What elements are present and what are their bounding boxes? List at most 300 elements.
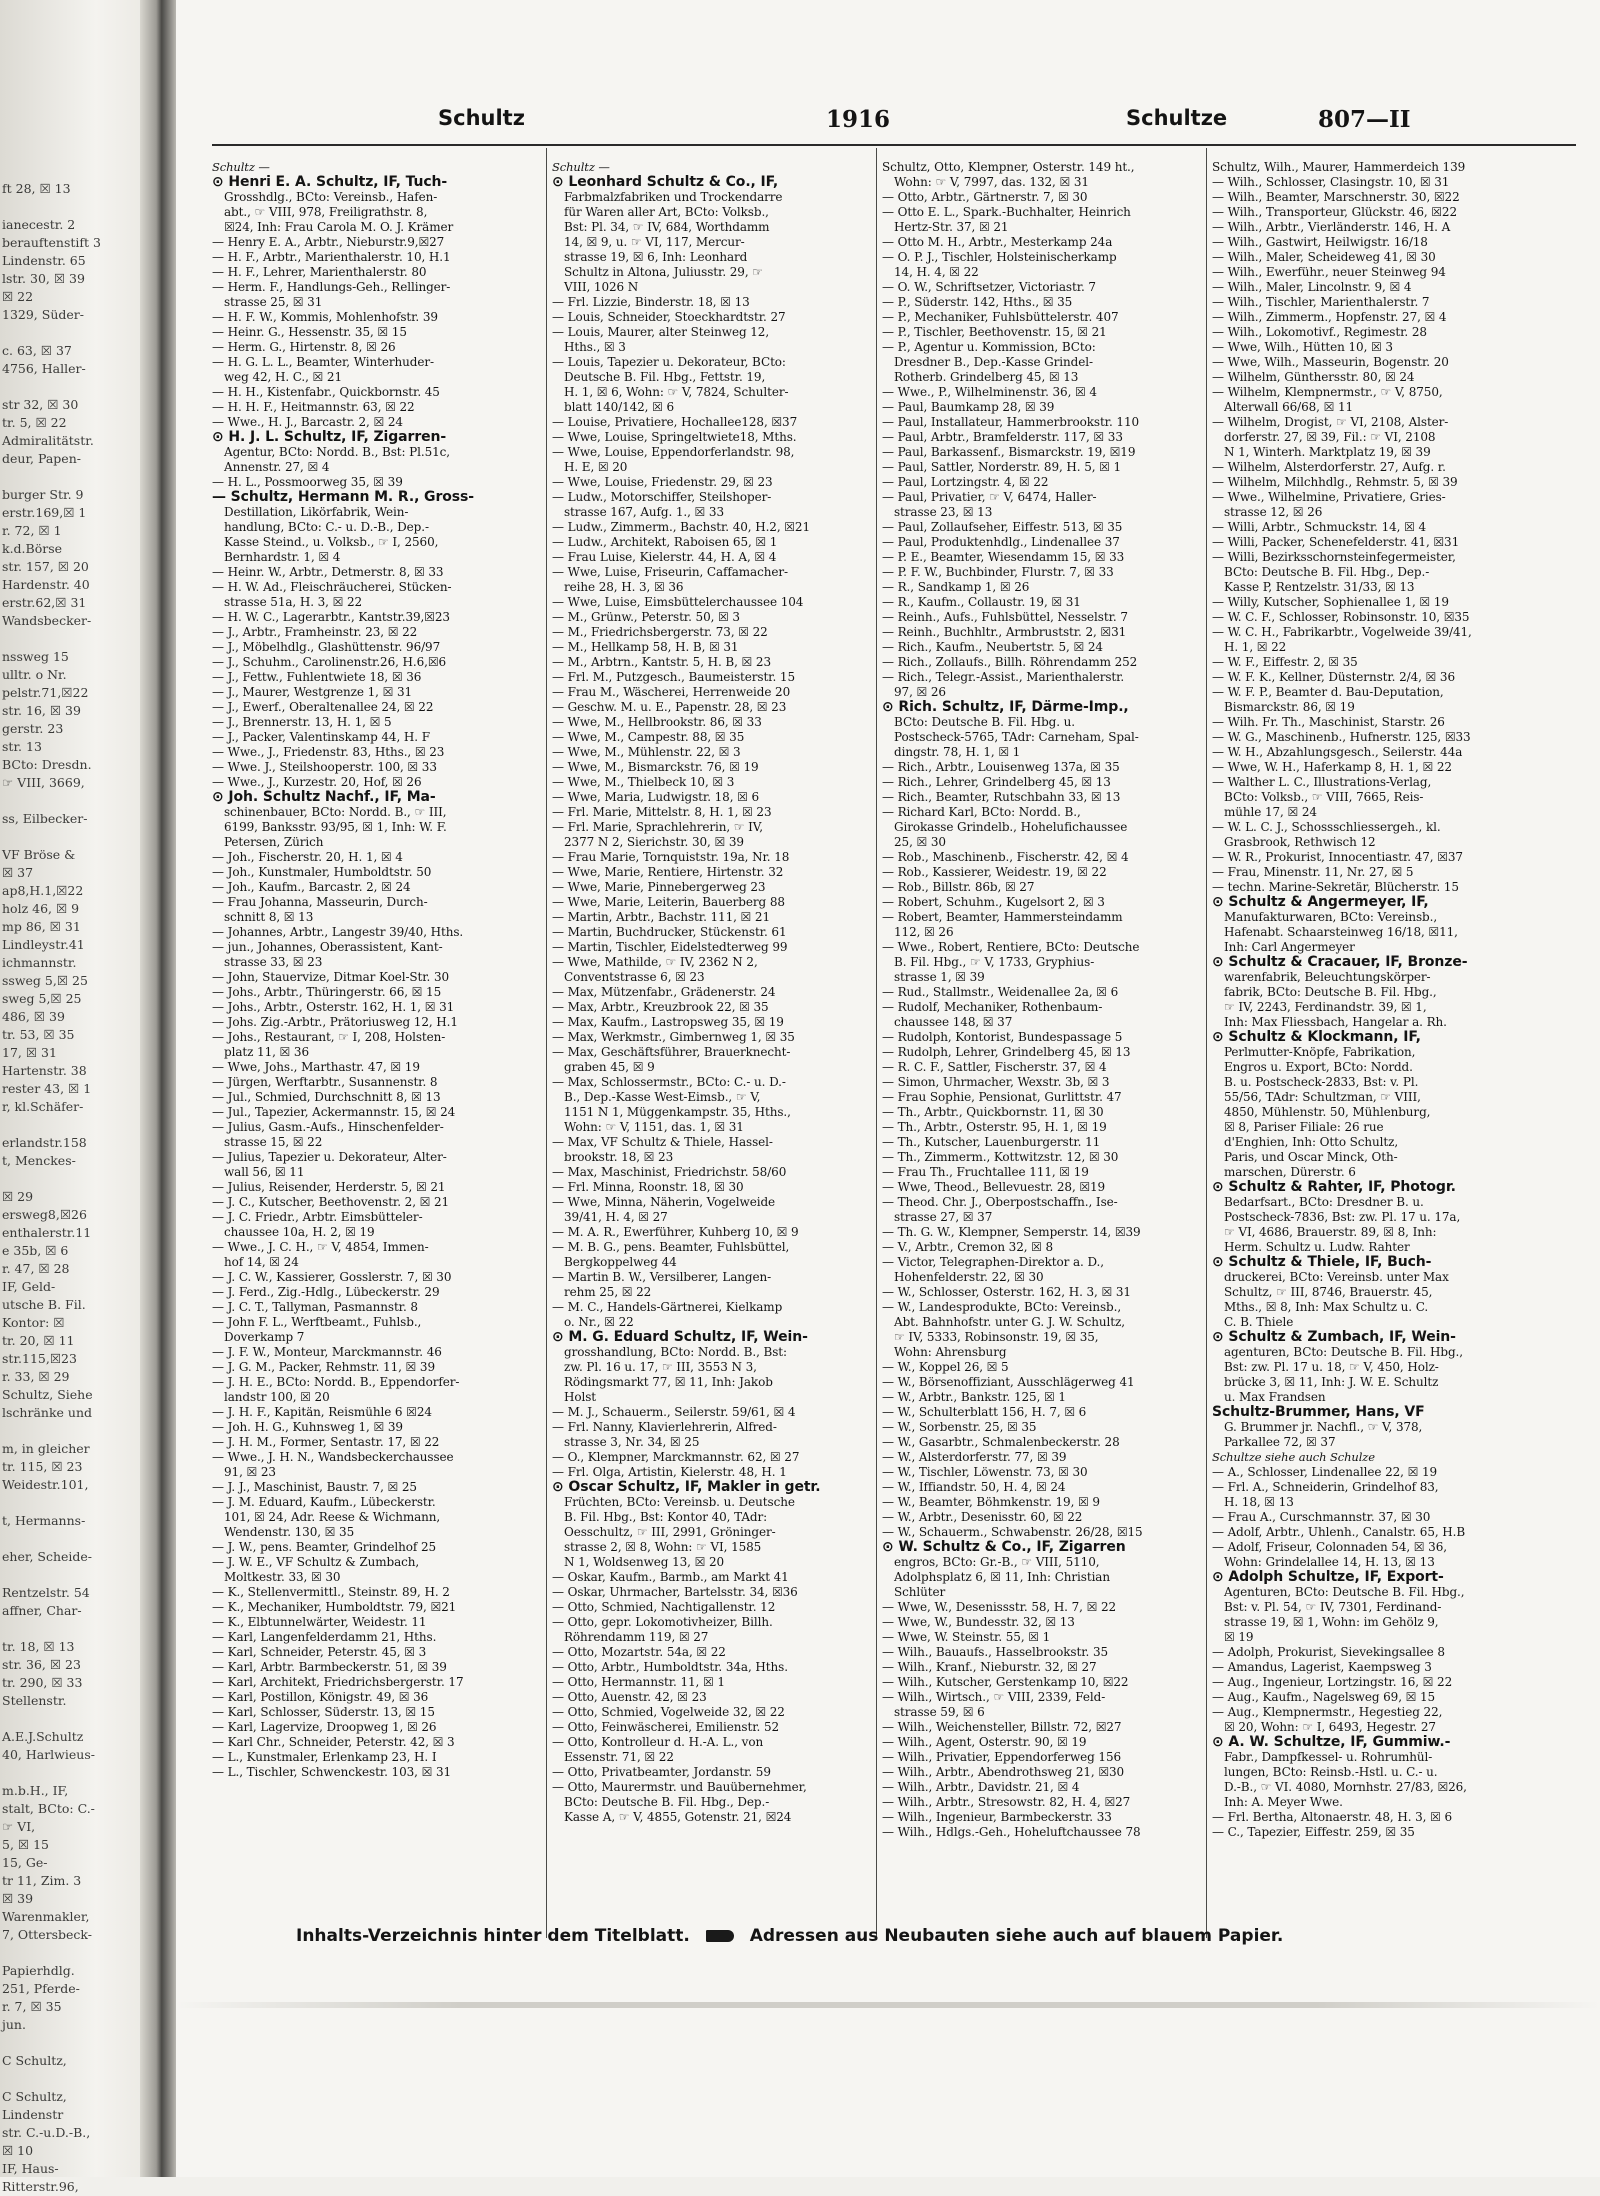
directory-entry: BCto: Volksb., ☞ VIII, 7665, Reis- [1224, 790, 1424, 804]
firm-entry: Schultz-Brummer, Hans, VF [1212, 1404, 1425, 1420]
directory-entry: — Wwe, W. H., Haferkamp 8, H. 1, ☒ 22 [1212, 760, 1452, 774]
directory-entry: Wohn: ☞ V, 7997, das. 132, ☒ 31 [894, 175, 1089, 189]
book-gutter [140, 0, 176, 2177]
directory-entry: — Wilh., Maler, Lincolnstr. 9, ☒ 4 [1212, 280, 1412, 294]
directory-entry: Kasse A, ☞ V, 4855, Gotenstr. 21, ☒24 [564, 1810, 792, 1824]
directory-entry: B., Dep.-Kasse West-Eimsb., ☞ V, [564, 1090, 761, 1104]
directory-entry: Perlmutter-Knöpfe, Fabrikation, [1224, 1045, 1416, 1059]
firm-entry: ⊙ W. Schultz & Co., IF, Zigarren [882, 1539, 1126, 1555]
previous-page-fragment: tr. 290, ☒ 33 [2, 1675, 83, 1690]
directory-entry: strasse 1, ☒ 39 [894, 970, 985, 984]
directory-entry: — Ludw., Zimmerm., Bachstr. 40, H.2, ☒21 [552, 520, 810, 534]
directory-entry: — J. H. M., Former, Sentastr. 17, ☒ 22 [212, 1435, 440, 1449]
directory-entry: — Wilh., Schlosser, Clasingstr. 10, ☒ 31 [1212, 175, 1450, 189]
firm-entry: ⊙ Schultz & Rahter, IF, Photogr. [1212, 1179, 1456, 1195]
directory-entry: — J. W., pens. Beamter, Grindelhof 25 [212, 1540, 437, 1554]
directory-entry: — R., Kaufm., Collaustr. 19, ☒ 31 [882, 595, 1081, 609]
directory-entry: — Jul., Schmied, Durchschnitt 8, ☒ 13 [212, 1090, 441, 1104]
directory-entry: Inh: A. Meyer Wwe. [1224, 1795, 1343, 1809]
directory-entry: — Wwe, Theod., Bellevuestr. 28, ☒19 [882, 1180, 1106, 1194]
directory-entry: strasse 25, ☒ 31 [224, 295, 323, 309]
directory-entry: — Joh., Kunstmaler, Humboldtstr. 50 [212, 865, 432, 879]
previous-page-fragment: enthalerstr.11 [2, 1225, 92, 1240]
directory-entry: — M., Grünw., Peterstr. 50, ☒ 3 [552, 610, 740, 624]
directory-entry: Engros u. Export, BCto: Nordd. [1224, 1060, 1413, 1074]
previous-page-fragment: t, Menckes- [2, 1153, 76, 1168]
firm-entry: ⊙ Leonhard Schultz & Co., IF, [552, 174, 779, 190]
directory-entry: — Max, VF Schultz & Thiele, Hassel- [552, 1135, 773, 1149]
directory-entry: — Rudolf, Mechaniker, Rothenbaum- [882, 1000, 1103, 1014]
directory-entry: — Martin, Buchdrucker, Stückenstr. 61 [552, 925, 787, 939]
directory-entry: — W., Iffiandstr. 50, H. 4, ☒ 24 [882, 1480, 1066, 1494]
previous-page-fragment: ☞ VIII, 3669, [2, 775, 85, 790]
directory-entry: — Rud., Stallmstr., Weidenallee 2a, ☒ 6 [882, 985, 1119, 999]
directory-entry: — Heinr. G., Hessenstr. 35, ☒ 15 [212, 325, 407, 339]
directory-entry: Herm. Schultz u. Ludw. Rahter [1224, 1240, 1410, 1254]
directory-entry: — Wwe, Minna, Näherin, Vogelweide [552, 1195, 776, 1209]
directory-entry: — P., Mechaniker, Fuhlsbüttelerstr. 407 [882, 310, 1119, 324]
directory-entry: strasse 19, ☒ 6, Inh: Leonhard [564, 250, 748, 264]
directory-entry: mühle 17, ☒ 24 [1224, 805, 1317, 819]
directory-entry: — W. L. C. J., Schossschliessergeh., kl. [1212, 820, 1441, 834]
previous-page-fragment: ersweg8,☒26 [2, 1207, 87, 1222]
directory-entry: — Wwe, M., Campestr. 88, ☒ 35 [552, 730, 745, 744]
directory-entry: Schultze siehe auch Schulze [1212, 1450, 1375, 1464]
directory-entry: — Johs., Arbtr., Osterstr. 162, H. 1, ☒ 31 [212, 1000, 455, 1014]
directory-entry: — Wwe, W., Bundesstr. 32, ☒ 13 [882, 1615, 1075, 1629]
directory-entry: — Wwe, Johs., Marthastr. 47, ☒ 19 [212, 1060, 420, 1074]
previous-page-fragment: stalt, BCto: C.- [2, 1801, 95, 1816]
directory-entry: — Rob., Maschinenb., Fischerstr. 42, ☒ 4 [882, 850, 1129, 864]
directory-entry: — Wwe, Wilh., Masseurin, Bogenstr. 20 [1212, 355, 1449, 369]
directory-column-1 [212, 160, 540, 1910]
directory-entry: — M. B. G., pens. Beamter, Fuhlsbüttel, [552, 1240, 790, 1254]
directory-entry: — Louis, Maurer, alter Steinweg 12, [552, 325, 770, 339]
directory-entry: — J. G. M., Packer, Rehmstr. 11, ☒ 39 [212, 1360, 435, 1374]
directory-entry: — Frau, Minenstr. 11, Nr. 27, ☒ 5 [1212, 865, 1414, 879]
directory-entry: Schultz, ☞ III, 8746, Brauerstr. 45, [1224, 1285, 1433, 1299]
previous-page-fragment: t, Hermanns- [2, 1513, 86, 1528]
directory-entry: — Wwe., Robert, Rentiere, BCto: Deutsche [882, 940, 1140, 954]
directory-entry: — J., Brennerstr. 13, H. 1, ☒ 5 [212, 715, 392, 729]
directory-entry: hof 14, ☒ 24 [224, 1255, 299, 1269]
directory-entry: H. 1, ☒ 6, Wohn: ☞ V, 7824, Schulter- [564, 385, 789, 399]
directory-entry: landstr 100, ☒ 20 [224, 1390, 330, 1404]
directory-entry: — R., Sandkamp 1, ☒ 26 [882, 580, 1030, 594]
directory-entry: 6199, Banksstr. 93/95, ☒ 1, Inh: W. F. [224, 820, 447, 834]
directory-entry: — Robert, Schuhm., Kugelsort 2, ☒ 3 [882, 895, 1105, 909]
directory-entry: — P., Agentur u. Kommission, BCto: [882, 340, 1096, 354]
previous-page-fragment: Warenmakler, [2, 1909, 90, 1924]
directory-entry: — Rich., Zollaufs., Billh. Röhrendamm 252 [882, 655, 1138, 669]
directory-entry: — Jul., Tapezier, Ackermannstr. 15, ☒ 24 [212, 1105, 456, 1119]
directory-entry: Wohn: Grindelallee 14, H. 13, ☒ 13 [1224, 1555, 1435, 1569]
directory-entry: — Wwe, Marie, Leiterin, Bauerberg 88 [552, 895, 785, 909]
directory-entry: — Heinr. W., Arbtr., Detmerstr. 8, ☒ 33 [212, 565, 444, 579]
directory-entry: — K., Elbtunnelwärter, Weidestr. 11 [212, 1615, 427, 1629]
directory-entry: Schultz, Wilh., Maurer, Hammerdeich 139 [1212, 160, 1466, 174]
directory-entry: — Karl, Lagervize, Droopweg 1, ☒ 26 [212, 1720, 437, 1734]
directory-entry: Wohn: ☞ V, 1151, das. 1, ☒ 31 [564, 1120, 744, 1134]
directory-entry: — H. L., Possmoorweg 35, ☒ 39 [212, 475, 403, 489]
directory-entry: N 1, Winterh. Marktplatz 19, ☒ 39 [1224, 445, 1431, 459]
directory-entry: strasse 27, ☒ 37 [894, 1210, 993, 1224]
directory-entry: — Wwe, Louise, Springeltwiete18, Mths. [552, 430, 797, 444]
previous-page-fragment: VF Bröse & [2, 847, 76, 862]
directory-entry: — Paul, Arbtr., Bramfelderstr. 117, ☒ 33 [882, 430, 1123, 444]
directory-entry: — Reinh., Aufs., Fuhlsbüttel, Nesselstr. 7 [882, 610, 1128, 624]
directory-entry: — Martin, Arbtr., Bachstr. 111, ☒ 21 [552, 910, 771, 924]
previous-page-fragment: str. C.-u.D.-B., [2, 2125, 91, 2140]
directory-entry: — Paul, Lortzingstr. 4, ☒ 22 [882, 475, 1049, 489]
directory-entry: Destillation, Likörfabrik, Wein- [224, 505, 409, 519]
directory-entry: — Max, Kaufm., Lastropsweg 35, ☒ 19 [552, 1015, 784, 1029]
firm-entry: ⊙ Oscar Schultz, IF, Makler in getr. [552, 1479, 821, 1495]
directory-entry: — Th., Kutscher, Lauenburgerstr. 11 [882, 1135, 1101, 1149]
directory-entry: C. B. Thiele [1224, 1315, 1294, 1329]
directory-entry: — Wilh., Tischler, Marienthalerstr. 7 [1212, 295, 1430, 309]
directory-entry: reihe 28, H. 3, ☒ 36 [564, 580, 684, 594]
directory-entry: — J., Fettw., Fuhlentwiete 18, ☒ 36 [212, 670, 422, 684]
previous-page-fragment: 7, Ottersbeck- [2, 1927, 92, 1942]
directory-entry: Inh: Carl Angermeyer [1224, 940, 1355, 954]
directory-entry: chaussee 10a, H. 2, ☒ 19 [224, 1225, 375, 1239]
directory-entry: — J., Arbtr., Framheinstr. 23, ☒ 22 [212, 625, 418, 639]
previous-page-fragment: Ritterstr.96, [2, 2179, 79, 2194]
previous-page-fragment: tr. 5, ☒ 22 [2, 415, 67, 430]
firm-entry: — Schultz, Hermann M. R., Gross- [212, 489, 474, 505]
directory-entry: zw. Pl. 16 u. 17, ☞ III, 3553 N 3, [564, 1360, 757, 1374]
previous-page-fragment: lschränke und [2, 1405, 92, 1420]
previous-page-fragment: ss, Eilbecker- [2, 811, 88, 826]
directory-entry: Mths., ☒ 8, Inh: Max Schultz u. C. [1224, 1300, 1429, 1314]
previous-page-fragment: pelstr.71,☒22 [2, 685, 89, 700]
firm-entry: ⊙ Schultz & Angermeyer, IF, [1212, 894, 1429, 910]
directory-entry: — jun., Johannes, Oberassistent, Kant- [212, 940, 443, 954]
previous-page-fragment: rester 43, ☒ 1 [2, 1081, 92, 1096]
directory-entry: Essenstr. 71, ☒ 22 [564, 1750, 674, 1764]
directory-entry: — Wilh., Kutscher, Gerstenkamp 10, ☒22 [882, 1675, 1129, 1689]
directory-entry: — Wilh., Zimmerm., Hopfenstr. 27, ☒ 4 [1212, 310, 1447, 324]
previous-page-fragment: IF, Haus- [2, 2161, 59, 2176]
directory-entry: Girokasse Grindelb., Hohelufichaussee [894, 820, 1128, 834]
directory-entry: Manufakturwaren, BCto: Vereinsb., [1224, 910, 1438, 924]
directory-entry: — J. C. Friedr., Arbtr. Eimsbütteler- [212, 1210, 423, 1224]
directory-entry: 55/56, TAdr: Schultzman, ☞ VIII, [1224, 1090, 1421, 1104]
directory-entry: — Frau A., Curschmannstr. 37, ☒ 30 [1212, 1510, 1431, 1524]
directory-entry: Schultz — [552, 160, 610, 174]
previous-page-fragment: A.E.J.Schultz [2, 1729, 84, 1744]
directory-entry: Schultz in Altona, Juliusstr. 29, ☞ [564, 265, 763, 279]
directory-entry: — Johs. Zig.-Arbtr., Prätoriusweg 12, H.1 [212, 1015, 458, 1029]
directory-entry: ☒ 20, Wohn: ☞ I, 6493, Hegestr. 27 [1224, 1720, 1436, 1734]
directory-entry: — Frau Marie, Tornquiststr. 19a, Nr. 18 [552, 850, 790, 864]
directory-entry: — J. C., Kutscher, Beethovenstr. 2, ☒ 21 [212, 1195, 450, 1209]
directory-entry: — Louis, Tapezier u. Dekorateur, BCto: [552, 355, 786, 369]
directory-entry: — L., Kunstmaler, Erlenkamp 23, H. I [212, 1750, 437, 1764]
directory-entry: — Otto, Mozartstr. 54a, ☒ 22 [552, 1645, 726, 1659]
directory-entry: — J., Packer, Valentinskamp 44, H. F [212, 730, 430, 744]
directory-entry: 4850, Mühlenstr. 50, Mühlenburg, [1224, 1105, 1431, 1119]
directory-entry: — Victor, Telegraphen-Direktor a. D., [882, 1255, 1104, 1269]
directory-entry: — Karl, Arbtr. Barmbeckerstr. 51, ☒ 39 [212, 1660, 447, 1674]
previous-page-fragment: ft 28, ☒ 13 [2, 181, 71, 196]
directory-entry: Wendenstr. 130, ☒ 35 [224, 1525, 355, 1539]
directory-entry: — Theod. Chr. J., Oberpostschaffn., Ise- [882, 1195, 1118, 1209]
directory-entry: — Geschw. M. u. E., Papenstr. 28, ☒ 23 [552, 700, 787, 714]
directory-entry: strasse 23, ☒ 13 [894, 505, 993, 519]
directory-entry: o. Nr., ☒ 22 [564, 1315, 634, 1329]
directory-entry: — W., Sorbenstr. 25, ☒ 35 [882, 1420, 1037, 1434]
directory-entry: — W., Schauerm., Schwabenstr. 26/28, ☒15 [882, 1525, 1143, 1539]
directory-entry: — W., Arbtr., Bankstr. 125, ☒ 1 [882, 1390, 1066, 1404]
directory-entry: — M., Arbtrn., Kantstr. 5, H. B, ☒ 23 [552, 655, 772, 669]
directory-entry: Deutsche B. Fil. Hbg., Fettstr. 19, [564, 370, 766, 384]
directory-entry: strasse 51a, H. 3, ☒ 22 [224, 595, 363, 609]
previous-page-fragment: str. 157, ☒ 20 [2, 559, 89, 574]
directory-entry: — Otto, Arbtr., Gärtnerstr. 7, ☒ 30 [882, 190, 1088, 204]
page-header [176, 100, 1600, 144]
firm-entry: ⊙ M. G. Eduard Schultz, IF, Wein- [552, 1329, 808, 1345]
directory-entry: — M. C., Handels-Gärtnerei, Kielkamp [552, 1300, 783, 1314]
directory-entry: — W., Landesprodukte, BCto: Vereinsb., [882, 1300, 1122, 1314]
previous-page-fragment: ☒ 37 [2, 865, 34, 880]
directory-entry: — Wilh., Kranf., Nieburstr. 32, ☒ 27 [882, 1660, 1097, 1674]
directory-entry: — M., Friedrichsbergerstr. 73, ☒ 22 [552, 625, 768, 639]
directory-entry: Bedarfsart., BCto: Dresdner B. u. [1224, 1195, 1424, 1209]
directory-entry: — Walther L. C., Illustrations-Verlag, [1212, 775, 1432, 789]
directory-entry: — Wilhelm, Alsterdorferstr. 27, Aufg. r. [1212, 460, 1446, 474]
directory-entry: Hohenfelderstr. 22, ☒ 30 [894, 1270, 1044, 1284]
previous-page-fragment: Admiralitätstr. [2, 433, 94, 448]
directory-column-3 [882, 160, 1210, 1910]
directory-entry: — Wilhelm, Drogist, ☞ VI, 2108, Alster- [1212, 415, 1449, 429]
firm-entry: ⊙ Schultz & Zumbach, IF, Wein- [1212, 1329, 1456, 1345]
previous-page-fragment: mp 86, ☒ 31 [2, 919, 81, 934]
previous-page-fragment: 486, ☒ 39 [2, 1009, 65, 1024]
directory-entry: — J., Schuhm., Carolinenstr.26, H.6,☒6 [212, 655, 447, 669]
directory-entry: — John F. L., Werftbeamt., Fuhlsb., [212, 1315, 422, 1329]
directory-entry: — Louise, Privatiere, Hochallee128, ☒37 [552, 415, 798, 429]
directory-entry: — Wilh., Lokomotivf., Regimestr. 28 [1212, 325, 1427, 339]
directory-entry: — Julius, Reisender, Herderstr. 5, ☒ 21 [212, 1180, 446, 1194]
directory-entry: — Max, Maschinist, Friedrichstr. 58/60 [552, 1165, 787, 1179]
directory-entry: Agentur, BCto: Nordd. B., Bst: Pl.51c, [224, 445, 451, 459]
directory-entry: — Karl, Schneider, Peterstr. 45, ☒ 3 [212, 1645, 427, 1659]
directory-entry: — Wilh., Ingenieur, Barmbeckerstr. 33 [882, 1810, 1112, 1824]
directory-entry: — Wwe., Wilhelmine, Privatiere, Gries- [1212, 490, 1446, 504]
directory-entry: — Frau Johanna, Masseurin, Durch- [212, 895, 428, 909]
directory-entry: — Frau Luise, Kielerstr. 44, H. A, ☒ 4 [552, 550, 777, 564]
previous-page-fragment: C Schultz, [2, 2053, 67, 2068]
directory-entry: Doverkamp 7 [224, 1330, 305, 1344]
directory-entry: — Otto, Schmied, Vogelweide 32, ☒ 22 [552, 1705, 785, 1719]
firm-entry: ⊙ Schultz & Cracauer, IF, Bronze- [1212, 954, 1468, 970]
directory-entry: strasse 33, ☒ 23 [224, 955, 323, 969]
directory-entry: — Wilh., Agent, Osterstr. 90, ☒ 19 [882, 1735, 1087, 1749]
previous-page-fragment: C Schultz, [2, 2089, 67, 2104]
directory-entry: — Louis, Schneider, Stoeckhardtstr. 27 [552, 310, 786, 324]
directory-entry: — Frl. Marie, Sprachlehrerin, ☞ IV, [552, 820, 763, 834]
directory-entry: H. 18, ☒ 13 [1224, 1495, 1294, 1509]
directory-entry: strasse 167, Aufg. 1., ☒ 33 [564, 505, 725, 519]
directory-entry: — Wilh., Wirtsch., ☞ VIII, 2339, Feld- [882, 1690, 1106, 1704]
directory-entry: — Oskar, Uhrmacher, Bartelsstr. 34, ☒36 [552, 1585, 798, 1599]
previous-page-fragment: sweg 5,☒ 25 [2, 991, 82, 1006]
directory-entry: — Wwe, Louise, Friedenstr. 29, ☒ 23 [552, 475, 773, 489]
directory-entry: 14, ☒ 9, u. ☞ VI, 117, Mercur- [564, 235, 745, 249]
previous-page-fragment: 15, Ge- [2, 1855, 48, 1870]
previous-page-fragment: m.b.H., IF, [2, 1783, 69, 1798]
directory-entry: — J. C. T., Tallyman, Pasmannstr. 8 [212, 1300, 418, 1314]
directory-entry: — Wwe., H. J., Barcastr. 2, ☒ 24 [212, 415, 403, 429]
directory-entry: platz 11, ☒ 36 [224, 1045, 309, 1059]
previous-page-fragment: tr. 53, ☒ 35 [2, 1027, 75, 1042]
directory-entry: — Reinh., Buchhltr., Armbruststr. 2, ☒31 [882, 625, 1127, 639]
directory-entry: — Otto, Kontrolleur d. H.-A. L., von [552, 1735, 764, 1749]
directory-entry: Schultz, Otto, Klempner, Osterstr. 149 ht., [882, 160, 1135, 174]
directory-entry: lungen, BCto: Reinsb.-Hstl. u. C.- u. [1224, 1765, 1438, 1779]
directory-entry: Dresdner B., Dep.-Kasse Grindel- [894, 355, 1093, 369]
directory-entry: 25, ☒ 30 [894, 835, 946, 849]
directory-entry: — J. J., Maschinist, Baustr. 7, ☒ 25 [212, 1480, 417, 1494]
directory-entry: Oesschultz, ☞ III, 2991, Gröninger- [564, 1525, 776, 1539]
directory-entry: Bismarckstr. 86, ☒ 19 [1224, 700, 1355, 714]
directory-entry: — Wwe, Luise, Friseurin, Caffamacher- [552, 565, 788, 579]
directory-entry: Grasbrook, Rethwisch 12 [1224, 835, 1376, 849]
directory-entry: — Karl, Langenfelderdamm 21, Hths. [212, 1630, 437, 1644]
directory-entry: — Karl Chr., Schneider, Peterstr. 42, ☒ 3 [212, 1735, 455, 1749]
directory-entry: wall 56, ☒ 11 [224, 1165, 305, 1179]
directory-entry: — Frl. Lizzie, Binderstr. 18, ☒ 13 [552, 295, 750, 309]
directory-entry: — M. J., Schauerm., Seilerstr. 59/61, ☒ 4 [552, 1405, 796, 1419]
directory-entry: Schlüter [894, 1585, 946, 1599]
directory-entry: Bernhardstr. 1, ☒ 4 [224, 550, 341, 564]
directory-entry: — P., Süderstr. 142, Hths., ☒ 35 [882, 295, 1073, 309]
directory-entry: — Karl, Schlosser, Süderstr. 13, ☒ 15 [212, 1705, 435, 1719]
previous-page-fragment: r, kl.Schäfer- [2, 1099, 84, 1114]
previous-page-fragment: 251, Pferde- [2, 1981, 80, 1996]
previous-page-fragment: ☒ 39 [2, 1891, 34, 1906]
directory-entry: — Otto, Schmied, Nachtigallenstr. 12 [552, 1600, 776, 1614]
directory-entry: — H. F., Arbtr., Marienthalerstr. 10, H.1 [212, 250, 451, 264]
directory-entry: Adolphsplatz 6, ☒ 11, Inh: Christian [894, 1570, 1110, 1584]
directory-entry: — Wilh., Hdlgs.-Geh., Hoheluftchaussee 78 [882, 1825, 1141, 1839]
directory-entry: — M. A. R., Ewerführer, Kuhberg 10, ☒ 9 [552, 1225, 799, 1239]
previous-page-edge [0, 0, 160, 2194]
directory-entry: G. Brummer jr. Nachfl., ☞ V, 378, [1224, 1420, 1423, 1434]
directory-entry: — Frl. M., Putzgesch., Baumeisterstr. 15 [552, 670, 795, 684]
directory-entry: — Paul, Privatier, ☞ V, 6474, Haller- [882, 490, 1097, 504]
previous-page-fragment: r. 72, ☒ 1 [2, 523, 62, 538]
directory-entry: — W. C. H., Fabrikarbtr., Vogelweide 39/41, [1212, 625, 1472, 639]
directory-entry: — Simon, Uhrmacher, Wexstr. 3b, ☒ 3 [882, 1075, 1110, 1089]
directory-entry: ☒ 19 [1224, 1630, 1254, 1644]
directory-entry: Schultz — [212, 160, 270, 174]
previous-page-fragment: r. 47, ☒ 28 [2, 1261, 70, 1276]
previous-page-fragment: tr. 115, ☒ 23 [2, 1459, 83, 1474]
directory-entry: — Max, Arbtr., Kreuzbrook 22, ☒ 35 [552, 1000, 769, 1014]
directory-entry: — Joh. H. G., Kuhnsweg 1, ☒ 39 [212, 1420, 403, 1434]
directory-entry: — Aug., Ingenieur, Lortzingstr. 16, ☒ 22 [1212, 1675, 1453, 1689]
previous-page-fragment: Rentzelstr. 54 [2, 1585, 90, 1600]
directory-entry: — Wwe, Wilh., Hütten 10, ☒ 3 [1212, 340, 1393, 354]
directory-entry: — Wwe, Luise, Eimsbüttelerchaussee 104 [552, 595, 804, 609]
directory-entry: — Wilh., Gastwirt, Heilwigstr. 16/18 [1212, 235, 1428, 249]
directory-entry: druckerei, BCto: Vereinsb. unter Max [1224, 1270, 1449, 1284]
previous-page-fragment: ianecestr. 2 [2, 217, 76, 232]
previous-page-fragment: ulltr. o Nr. [2, 667, 67, 682]
previous-page-fragment: ☞ VI, [2, 1819, 36, 1834]
previous-page-fragment: ☒ 22 [2, 289, 34, 304]
directory-entry: ☞ IV, 5333, Robinsonstr. 19, ☒ 35, [894, 1330, 1099, 1344]
directory-entry: — Wwe, M., Thielbeck 10, ☒ 3 [552, 775, 735, 789]
directory-entry: — J. C. W., Kassierer, Gosslerstr. 7, ☒ 30 [212, 1270, 452, 1284]
directory-entry: — M., Hellkamp 58, H. B, ☒ 31 [552, 640, 739, 654]
directory-entry: Röhrendamm 119, ☒ 27 [564, 1630, 709, 1644]
previous-page-fragment: Kontor: ☒ [2, 1315, 65, 1330]
firm-entry: ⊙ Henri E. A. Schultz, IF, Tuch- [212, 174, 448, 190]
directory-entry: — K., Mechaniker, Humboldtstr. 79, ☒21 [212, 1600, 457, 1614]
previous-page-fragment: str 32, ☒ 30 [2, 397, 79, 412]
directory-entry: — Max, Schlossermstr., BCto: C.- u. D.- [552, 1075, 786, 1089]
directory-entry: Postscheck-7836, Bst: zw. Pl. 17 u. 17a, [1224, 1210, 1461, 1224]
directory-entry: 101, ☒ 24, Adr. Reese & Wichmann, [224, 1510, 441, 1524]
directory-entry: — L., Tischler, Schwenckestr. 103, ☒ 31 [212, 1765, 452, 1779]
directory-entry: — Willi, Bezirksschornsteinfegermeister, [1212, 550, 1456, 564]
directory-entry: Kasse P, Rentzelstr. 31/33, ☒ 13 [1224, 580, 1415, 594]
directory-entry: — Rudolph, Kontorist, Bundespassage 5 [882, 1030, 1123, 1044]
directory-entry: — Wilh., Arbtr., Davidstr. 21, ☒ 4 [882, 1780, 1080, 1794]
firm-entry: ⊙ H. J. L. Schultz, IF, Zigarren- [212, 429, 447, 445]
directory-entry: — P. E., Beamter, Wiesendamm 15, ☒ 33 [882, 550, 1125, 564]
directory-entry: — Wwe, M., Hellbrookstr. 86, ☒ 33 [552, 715, 762, 729]
directory-entry: — W. F. K., Kellner, Düsternstr. 2/4, ☒ 36 [1212, 670, 1455, 684]
directory-entry: — W., Schulterblatt 156, H. 7, ☒ 6 [882, 1405, 1087, 1419]
directory-entry: — J. M. Eduard, Kaufm., Lübeckerstr. [212, 1495, 436, 1509]
directory-column-4 [1212, 160, 1540, 1910]
directory-entry: grosshandlung, BCto: Nordd. B., Bst: [564, 1345, 787, 1359]
previous-page-fragment: str. 13 [2, 739, 42, 754]
directory-entry: — Wwe, W. Steinstr. 55, ☒ 1 [882, 1630, 1051, 1644]
directory-entry: Alterwall 66/68, ☒ 11 [1224, 400, 1354, 414]
previous-page-fragment: Weidestr.101, [2, 1477, 89, 1492]
directory-entry: — John, Stauervize, Ditmar Koel-Str. 30 [212, 970, 450, 984]
directory-entry: — Frau Th., Fruchtallee 111, ☒ 19 [882, 1165, 1089, 1179]
directory-entry: — Ludw., Motorschiffer, Steilshoper- [552, 490, 772, 504]
directory-entry: — J., Möbelhdlg., Glashüttenstr. 96/97 [212, 640, 441, 654]
header-right-keyword: Schultze [1126, 106, 1228, 130]
previous-page-fragment: str. 36, ☒ 23 [2, 1657, 81, 1672]
directory-entry: — Willy, Kutscher, Sophienallee 1, ☒ 19 [1212, 595, 1449, 609]
previous-page-fragment: k.d.Börse [2, 541, 63, 556]
previous-page-fragment: 1329, Süder- [2, 307, 84, 322]
header-rule [212, 144, 1576, 146]
directory-entry: — Adolf, Friseur, Colonnaden 54, ☒ 36, [1212, 1540, 1447, 1554]
directory-entry: — Karl, Architekt, Friedrichsbergerstr. 17 [212, 1675, 464, 1689]
directory-entry: Parkallee 72, ☒ 37 [1224, 1435, 1336, 1449]
directory-entry: — W. R., Prokurist, Innocentiastr. 47, ☒37 [1212, 850, 1463, 864]
directory-entry: Hertz-Str. 37, ☒ 21 [894, 220, 1009, 234]
directory-entry: D.-B., ☞ VI. 4080, Mornhstr. 27/83, ☒26, [1224, 1780, 1467, 1794]
directory-entry: — Wwe, Marie, Rentiere, Hirtenstr. 32 [552, 865, 784, 879]
directory-entry: — Wwe, W., Desenissstr. 58, H. 7, ☒ 22 [882, 1600, 1117, 1614]
directory-entry: BCto: Deutsche B. Fil. Hbg., Dep.- [1224, 565, 1430, 579]
directory-entry: Petersen, Zürich [224, 835, 324, 849]
directory-entry: — Otto, Maurermstr. und Bauübernehmer, [552, 1780, 807, 1794]
directory-entry: — Rich., Lehrer, Grindelberg 45, ☒ 13 [882, 775, 1111, 789]
directory-entry: — Joh., Fischerstr. 20, H. 1, ☒ 4 [212, 850, 403, 864]
